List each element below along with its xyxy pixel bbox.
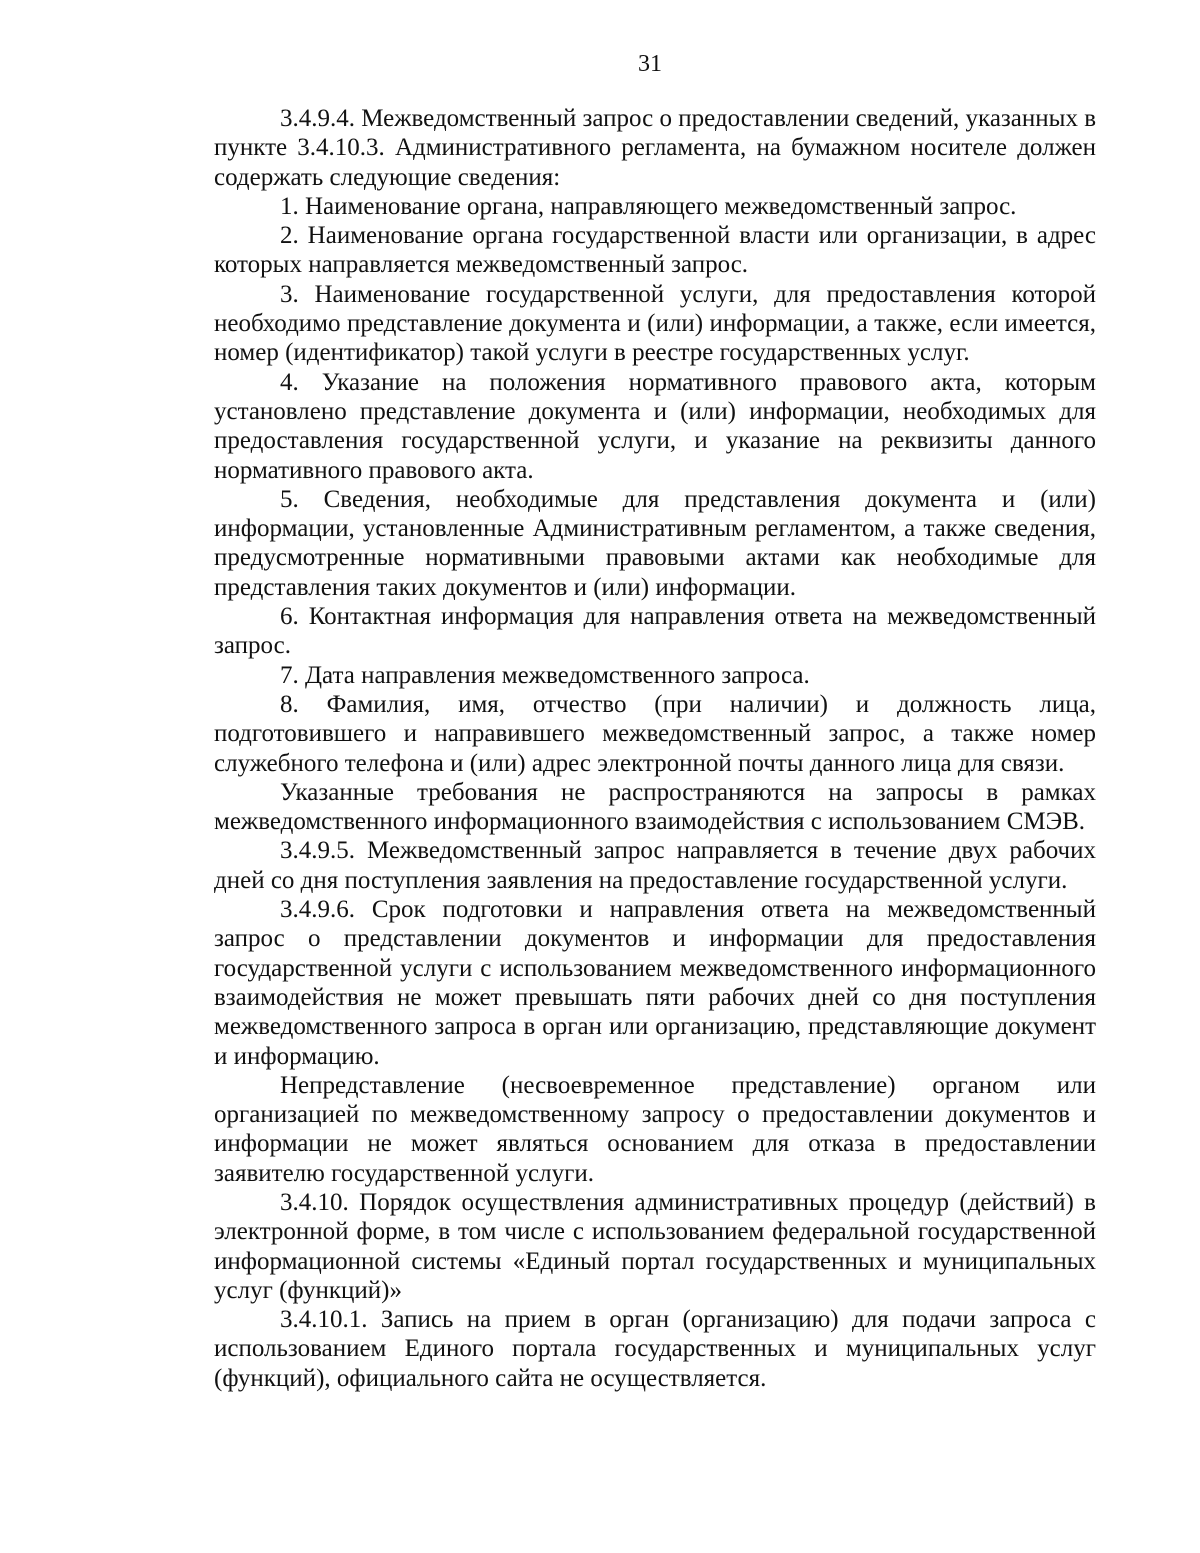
list-item-5: 5. Сведения, необходимые для представления документа и (или) информации, установленные Административным регламентом, а также сведения, предусмотренные нормативными правовыми актами как необходимые для представления таких документов и (или) информации. [214, 485, 1096, 601]
list-item-1: 1. Наименование органа, направляющего межведомственный запрос. [280, 192, 1017, 220]
list-item-3: 3. Наименование государственной услуги, для предоставления которой необходимо представление документа и (или) информации, а также, если имеется, номер (идентификатор) такой услуги в реестре государственных услуг. [214, 280, 1096, 367]
list-item-2: 2. Наименование органа государственной власти или организации, в адрес которых направляется межведомственный запрос. [214, 222, 1096, 279]
list-item-6: 6. Контактная информация для направления ответа на межведомственный запрос. [214, 603, 1096, 660]
paragraph-3-4-10-1: 3.4.10.1. Запись на прием в орган (организацию) для подачи запроса с использованием Единого портала государственных и муниципальных услуг (функций), официального сайта не осуществляется. [214, 1306, 1096, 1392]
paragraph-3-4-9-5: 3.4.9.5. Межведомственный запрос направляется в течение двух рабочих дней со дня поступления заявления на предоставление государственной услуги. [214, 837, 1096, 894]
paragraph-3-4-9-4: 3.4.9.4. Межведомственный запрос о предоставлении сведений, указанных в пункте 3.4.10.3. Административного регламента, на бумажном носителе должен содержать следующие сведения: [214, 105, 1096, 191]
list-item-8: 8. Фамилия, имя, отчество (при наличии) и должность лица, подготовившего и направившего межведомственный запрос, а также номер служебного телефона и (или) адрес электронной почты данного лица для связи. [214, 690, 1096, 777]
paragraph-3-4-9-6: 3.4.9.6. Срок подготовки и направления ответа на межведомственный запрос о представлении документов и информации для предоставления государственной услуги с использованием межведомственного информационного взаимодействия не может превышать пяти рабочих дней со дня поступления межведомственного запроса в орган или организацию, представляющие документ и информацию. [214, 896, 1096, 1070]
page-number: 31 [638, 51, 662, 77]
paragraph-3-4-10: 3.4.10. Порядок осуществления административных процедур (действий) в электронной форме, в том числе с использованием федеральной государственной информационной системы «Единый портал государственных и муниципальных услуг (функций)» [214, 1188, 1096, 1304]
document-body [214, 104, 1096, 1393]
paragraph-non-submission: Непредставление (несвоевременное представление) органом или организацией по межведомственному запросу о предоставлении документов и информации не может являться основанием для отказа в предоставлении заявителю государственной услуги. [214, 1071, 1096, 1187]
paragraph-requirements-note: Указанные требования не распространяются на запросы в рамках межведомственного информационного взаимодействия с использованием СМЭВ. [214, 778, 1096, 836]
list-item-7: 7. Дата направления межведомственного запроса. [280, 661, 810, 689]
list-item-4: 4. Указание на положения нормативного правового акта, которым установлено представление документа и (или) информации, необходимых для предоставления государственной услуги, и указание на реквизиты данного нормативного правового акта. [214, 368, 1096, 484]
